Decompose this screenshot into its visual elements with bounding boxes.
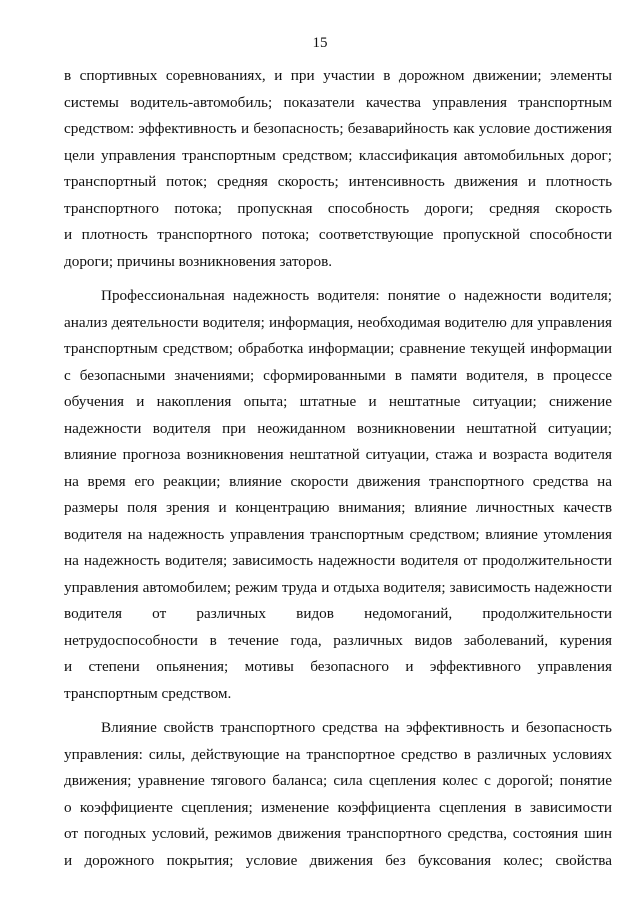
text-line: и степени опьянения; мотивы безопасного и эффективного управления [64, 658, 612, 675]
text-line: транспортным средством; обработка информации; сравнение текущей информации [64, 340, 612, 357]
text-line: и дорожного покрытия; условие движения без буксования колес; свойства [64, 851, 612, 869]
text-line: на время его реакции; влияние скорости движения транспортного средства на [64, 472, 612, 490]
text-line: средством: эффективность и безопасность; безаварийность как условие достижения [64, 120, 612, 137]
text-line: в спортивных соревнованиях, и при участии в дорожном движении; элементы [64, 67, 612, 84]
text-line: водителя на надежность управления транспортным средством; влияние утомления [64, 525, 612, 543]
text-line: управления: силы, действующие на транспортное средство в различных условиях [64, 745, 612, 763]
text-line: надежности водителя при неожиданном возникновении нештатной ситуации; [64, 419, 612, 437]
text-line: размеры поля зрения и концентрацию внимания; влияние личностных качеств [64, 499, 612, 516]
text-line: цели управления транспортным средством; классификация автомобильных дорог; [64, 146, 612, 164]
text-line: транспортного потока; пропускная способность дороги; средняя скорость [64, 199, 612, 217]
text-line: нетрудоспособности в течение года, различных видов заболеваний, курения [64, 631, 612, 649]
text-line: транспортный поток; средняя скорость; интенсивность движения и плотность [64, 173, 612, 190]
text-line: на надежность водителя; зависимость надежности водителя от продолжительности [64, 552, 612, 569]
text-line: от погодных условий, режимов движения транспортного средства, состояния шин [64, 825, 612, 842]
text-line: транспортным средством. [64, 684, 232, 702]
text-line: обучения и накопления опыта; штатные и нештатные ситуации; снижение [64, 393, 612, 410]
text-line: системы водитель-автомобиль; показатели качества управления транспортным [64, 93, 612, 111]
text-line: Влияние свойств транспортного средства на эффективность и безопасность [101, 719, 612, 736]
paragraph-3 [64, 715, 612, 874]
text-line: о коэффициенте сцепления; изменение коэффициента сцепления в зависимости [64, 798, 612, 816]
text-line: с безопасными значениями; сформированными в памяти водителя, в процессе [64, 366, 612, 384]
text-line: дороги; причины возникновения заторов. [64, 252, 333, 270]
text-line: управления автомобилем; режим труда и отдыха водителя; зависимость надежности [64, 578, 612, 596]
text-line: движения; уравнение тягового баланса; сила сцепления колес с дорогой; понятие [64, 772, 612, 789]
paragraph-1 [64, 63, 612, 275]
text-line: анализ деятельности водителя; информация, необходимая водителю для управления [64, 313, 612, 331]
paragraph-2 [64, 283, 612, 707]
text-line: Профессиональная надежность водителя: понятие о надежности водителя; [101, 287, 612, 304]
text-line: влияние прогноза возникновения нештатной ситуации, стажа и возраста водителя [64, 446, 612, 463]
text-line: и плотность транспортного потока; соответствующие пропускной способности [64, 226, 612, 243]
page-body [64, 63, 612, 874]
text-line: водителя от различных видов недомоганий, продолжительности [64, 605, 612, 622]
page-number: 15 [312, 35, 328, 51]
